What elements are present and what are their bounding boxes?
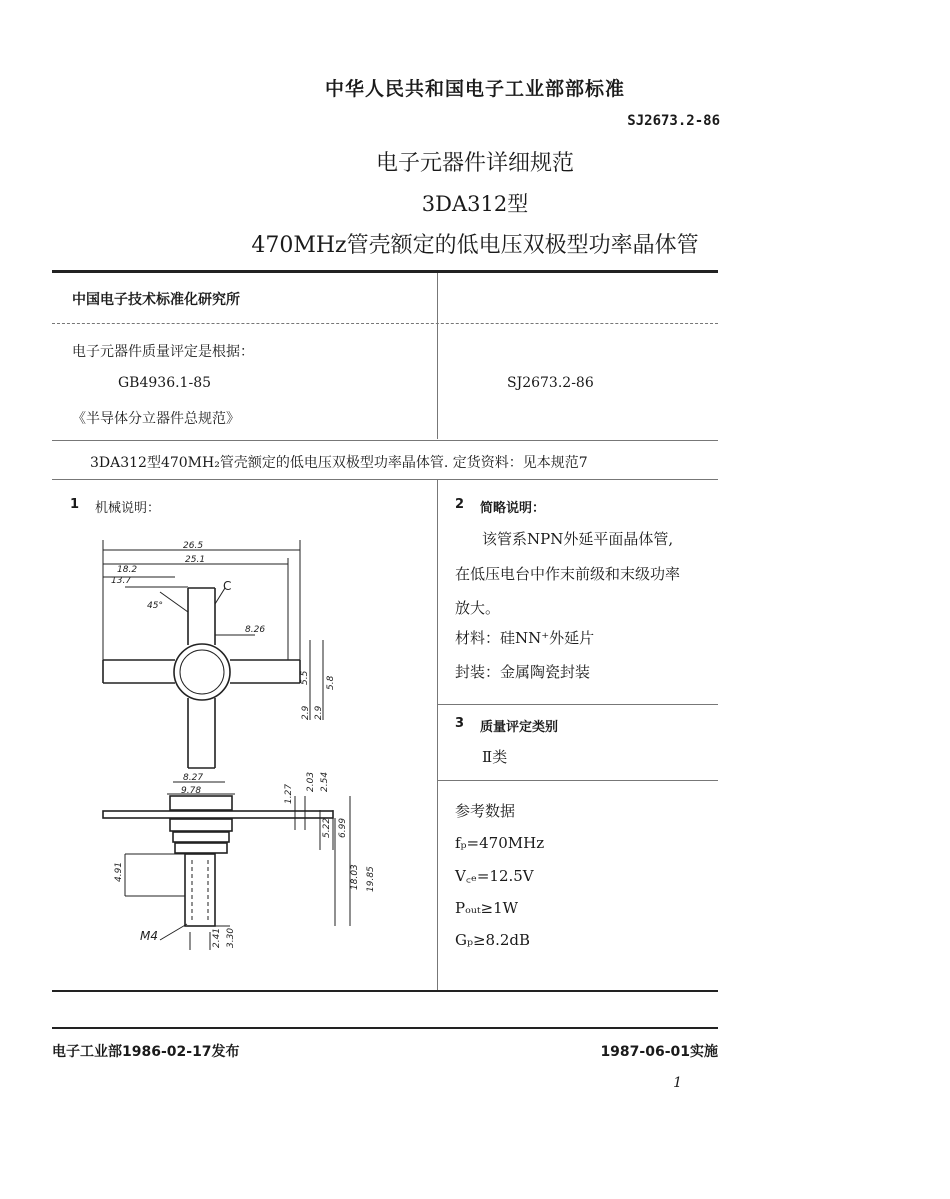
dim-2-9a: 2.9 — [301, 705, 311, 720]
title-line-2: 3DA312型 — [421, 192, 529, 216]
dim-25-1: 25.1 — [185, 555, 206, 565]
mechanical-drawing — [95, 520, 425, 960]
spec-code: SJ2673.2-86 — [507, 375, 594, 391]
dim-2-03: 2.03 — [306, 771, 316, 792]
package: 封装：金属陶瓷封装 — [455, 663, 591, 681]
section-1-number: 1 — [70, 497, 80, 512]
title-line-1: 电子元器件详细规范 — [375, 151, 574, 176]
dim-4-91: 4.91 — [114, 861, 124, 882]
footer-rule — [52, 1027, 718, 1029]
dim-8-26: 8.26 — [245, 625, 266, 635]
dim-2-41: 2.41 — [212, 927, 222, 948]
body-divider — [437, 480, 438, 990]
title-line-3: 470MHz管壳额定的低电压双极型功率晶体管 — [251, 233, 699, 258]
standard-authority: 中华人民共和国电子工业部部标准 — [324, 78, 625, 100]
section-3-number: 3 — [455, 716, 465, 731]
page-number: 1 — [673, 1075, 682, 1091]
effective-date: 1987-06-01实施 — [600, 1044, 718, 1060]
basis-label: 电子元器件质量评定是根据： — [72, 344, 254, 360]
dim-1-27: 1.27 — [284, 783, 294, 804]
issue-date: 电子工业部1986-02-17发布 — [52, 1044, 240, 1060]
ref-vce: V꜀ₑ=12.5V — [455, 867, 534, 885]
dim-18-2: 18.2 — [117, 565, 138, 575]
basis-standard: GB4936.1-85 — [118, 375, 212, 391]
dim-18-03: 18.03 — [350, 864, 360, 890]
reference-title: 参考数据 — [455, 802, 516, 820]
desc-line-2: 在低压电台中作末前级和末级功率 — [455, 565, 681, 583]
section-2-title: 简略说明： — [480, 501, 546, 516]
section-3-title: 质量评定类别 — [480, 720, 559, 735]
ref-pout: Pₒᵤₜ≥1W — [455, 899, 519, 917]
body-bottom-rule — [52, 990, 718, 992]
section-1-title: 机械说明： — [95, 501, 161, 516]
summary-bottom-rule — [52, 479, 718, 480]
ref-fp: fₚ=470MHz — [455, 834, 545, 852]
dim-5-8: 5.8 — [326, 675, 336, 690]
dim-19-85: 19.85 — [366, 866, 376, 892]
basis-title: 《半导体分立器件总规范》 — [72, 411, 240, 427]
dim-9-78: 9.78 — [181, 786, 202, 796]
info-row-divider — [52, 323, 718, 324]
ref-gp: Gₚ≥8.2dB — [455, 931, 531, 949]
angle-45: 45° — [147, 601, 163, 611]
sec2-bottom-rule — [438, 704, 718, 705]
institute-name: 中国电子技术标准化研究所 — [72, 292, 240, 308]
dim-5-5: 5.5 — [300, 670, 310, 685]
desc-line-3: 放大。 — [455, 599, 501, 617]
section-2-number: 2 — [455, 497, 465, 512]
dim-3-30: 3.30 — [226, 927, 236, 948]
collector-label: C — [223, 579, 232, 593]
dim-8-27: 8.27 — [183, 773, 204, 783]
thread-m4: M4 — [140, 929, 158, 943]
dim-5-22: 5.22 — [322, 817, 332, 838]
info-bottom-rule — [52, 440, 718, 441]
summary-line: 3DA312型470MH₂管壳额定的低电压双极型功率晶体管. 定货资料：见本规范7 — [90, 455, 588, 471]
dim-6-99: 6.99 — [338, 817, 348, 838]
dim-26-5: 26.5 — [183, 541, 204, 551]
info-divider — [437, 273, 438, 439]
dim-2-9b: 2.9 — [314, 705, 324, 720]
quality-category: Ⅱ类 — [482, 748, 508, 766]
desc-line-1: 该管系NPN外延平面晶体管, — [482, 530, 674, 548]
dim-13-7: 13.7 — [111, 576, 132, 586]
standard-code: SJ2673.2-86 — [627, 113, 720, 129]
dim-2-54: 2.54 — [320, 771, 330, 792]
material: 材料：硅NN⁺外延片 — [455, 629, 595, 647]
sec3-bottom-rule — [438, 780, 718, 781]
top-rule — [52, 270, 718, 273]
